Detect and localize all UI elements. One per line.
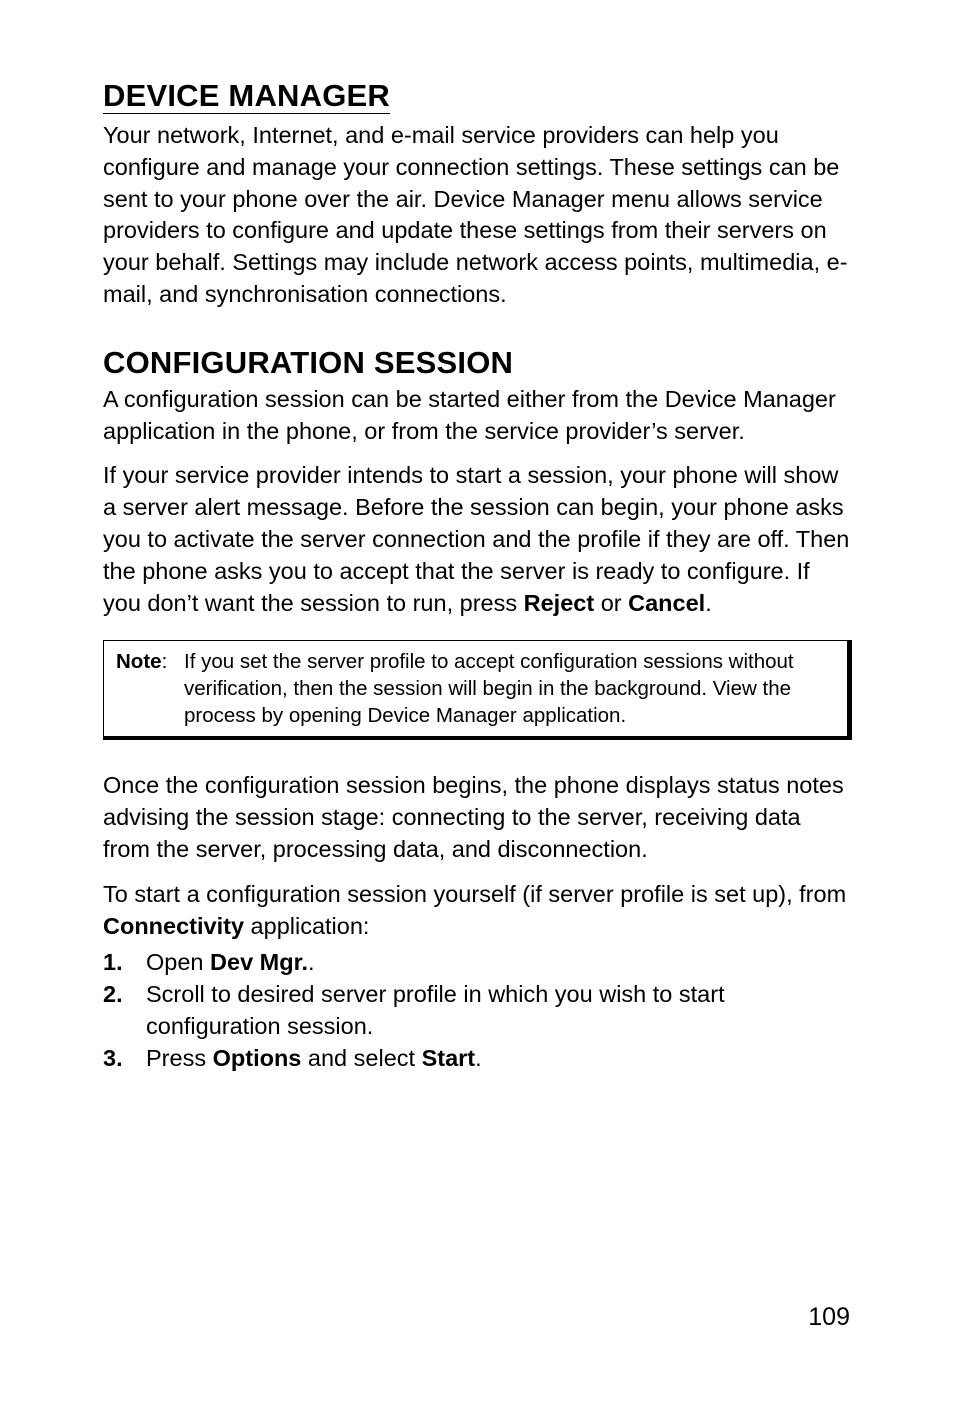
step-number: 2. — [103, 981, 123, 1008]
note-label-colon: : — [161, 650, 168, 674]
step-number: 1. — [103, 949, 123, 976]
step-text-pre: Press — [146, 1044, 213, 1071]
section-title-device-manager — [103, 76, 853, 116]
list-item — [103, 947, 853, 979]
note-text: If you set the server profile to accept configuration sessions without verification, then the session will begin in the background. View the process by opening Device Manager application. — [184, 650, 794, 728]
options-label: Options — [212, 1044, 302, 1071]
status-notes-paragraph: Once the configuration session begins, the phone displays status notes advising the session stage: connecting to the server, receiving data from the server, processing data, and disconnection. — [103, 772, 844, 862]
section-title-configuration-session: CONFIGURATION SESSION — [103, 344, 514, 380]
period: . — [705, 589, 712, 616]
step-text-mid: and select — [301, 1044, 422, 1071]
device-manager-description: Your network, Internet, and e-mail service providers can help you configure and manage your connection settings. These settings can be sent to your phone over the air. Device Manager menu allows service providers to configure and update these settings from their servers on your behalf. Settings may include network access points, multimedia, e-mail, and synchronisation connections. — [103, 122, 848, 307]
step-text: Scroll to desired server profile in which you wish to start configuration session. — [146, 981, 725, 1039]
server-alert-paragraph — [103, 460, 853, 619]
reject-label: Reject — [523, 589, 595, 616]
note-label-text: Note — [116, 650, 162, 674]
section-title-device-manager-text: DEVICE MANAGER — [103, 78, 390, 113]
step-text — [146, 947, 853, 979]
dev-mgr-label: Dev Mgr. — [210, 949, 308, 976]
start-session-paragraph — [103, 879, 853, 943]
step-text-mid: . — [307, 949, 315, 976]
step-text — [146, 1043, 853, 1075]
configuration-session-intro: A configuration session can be started either from the Device Manager application in the phone, or from the service provider’s server. — [103, 385, 836, 444]
manual-page — [103, 76, 853, 1075]
steps-list — [103, 947, 853, 1074]
note-label — [116, 648, 184, 729]
list-item — [103, 1043, 853, 1075]
step-text-pre: Open — [146, 949, 211, 976]
page-number: 109 — [808, 1303, 850, 1331]
step-text-end: . — [475, 1044, 482, 1071]
server-alert-text: If your service provider intends to start a session, your phone will show a server alert message. Before the session can begin, your phone asks you to activate the server connection and the profile if they are off. Then the phone asks you to accept that the server is ready to configure. If you don’t want the session to run, press — [103, 462, 850, 616]
application-text: application: — [244, 912, 370, 939]
cancel-label: Cancel — [628, 589, 706, 616]
or-text: or — [594, 589, 629, 616]
list-item — [103, 979, 853, 1043]
step-number: 3. — [103, 1044, 123, 1071]
start-session-text: To start a configuration session yourself (if server profile is set up), from — [103, 880, 847, 907]
note-box — [103, 640, 852, 740]
start-label: Start — [421, 1044, 476, 1071]
connectivity-label: Connectivity — [103, 912, 245, 939]
